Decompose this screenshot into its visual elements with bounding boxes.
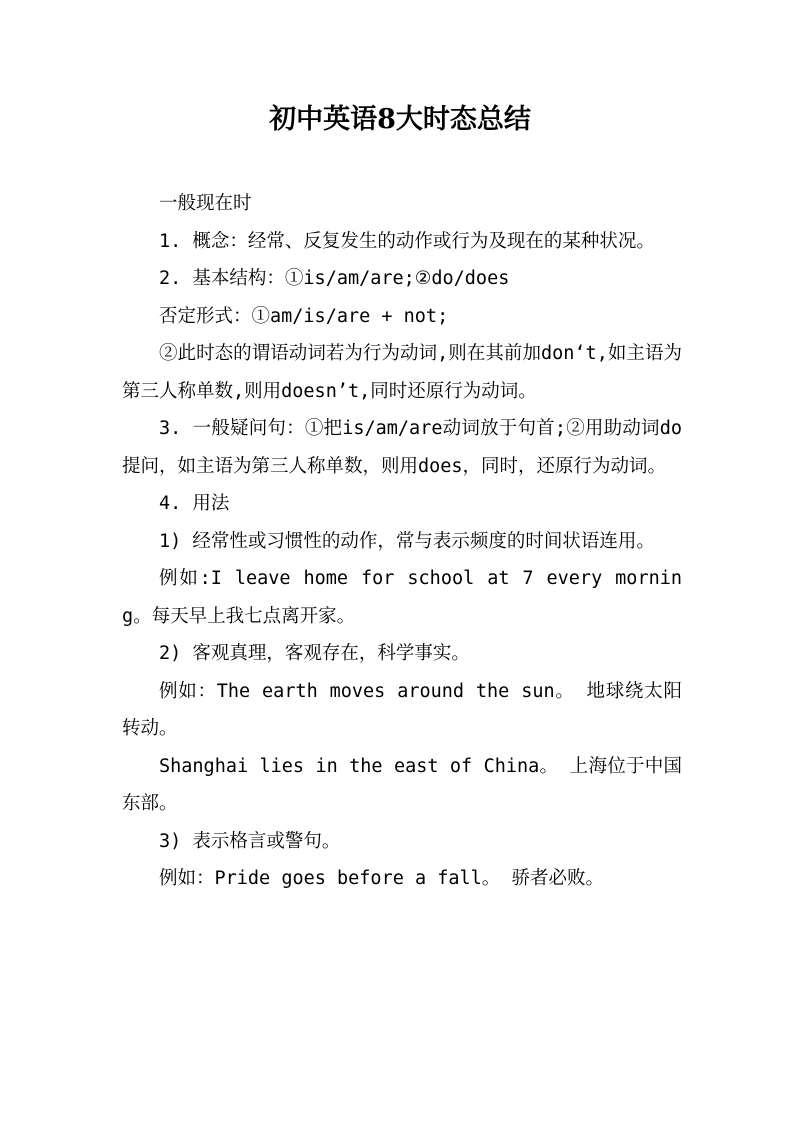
paragraph-basic-structure: 2. 基本结构：①is/am/are;②do/does [159,268,510,289]
document-body [122,185,682,898]
section-heading-simple-present: 一般现在时 [159,193,252,214]
paragraph-usage-3: 3) 表示格言或警句。 [159,830,341,852]
paragraph-usage-1: 1) 经常性或习惯性的动作，常与表示频度的时间状语连用。 [159,530,655,552]
paragraph-example-3: Shanghai lies in the east of China。 上海位于中国东部。 [122,755,682,814]
paragraph-example-1: 例如:I leave home for school at 7 every morning。每天早上我七点离开家。 [122,568,682,627]
document-title: 初中英语8大时态总结 [269,104,531,135]
paragraph-example-4: 例如：Pride goes before a fall。 骄者必败。 [159,868,604,889]
paragraph-concept: 1. 概念：经常、反复发生的动作或行为及现在的某种状况。 [159,230,655,252]
paragraph-negative-form: 否定形式：①am/is/are + not; [159,305,449,327]
paragraph-example-2: 例如：The earth moves around the sun。 地球绕太阳转动。 [122,680,682,739]
paragraph-question-form: 3. 一般疑问句：①把is/am/are动词放于句首;②用助动词do提问，如主语为第三人称单数，则用does，同时，还原行为动词。 [122,418,682,477]
paragraph-usage-heading: 4. 用法 [159,493,230,514]
paragraph-negative-form-detail: ②此时态的谓语动词若为行为动词,则在其前加don‘t,如主语为第三人称单数,则用doesn’t,同时还原行为动词。 [122,343,682,402]
paragraph-usage-2: 2) 客观真理，客观存在，科学事实。 [159,643,470,664]
